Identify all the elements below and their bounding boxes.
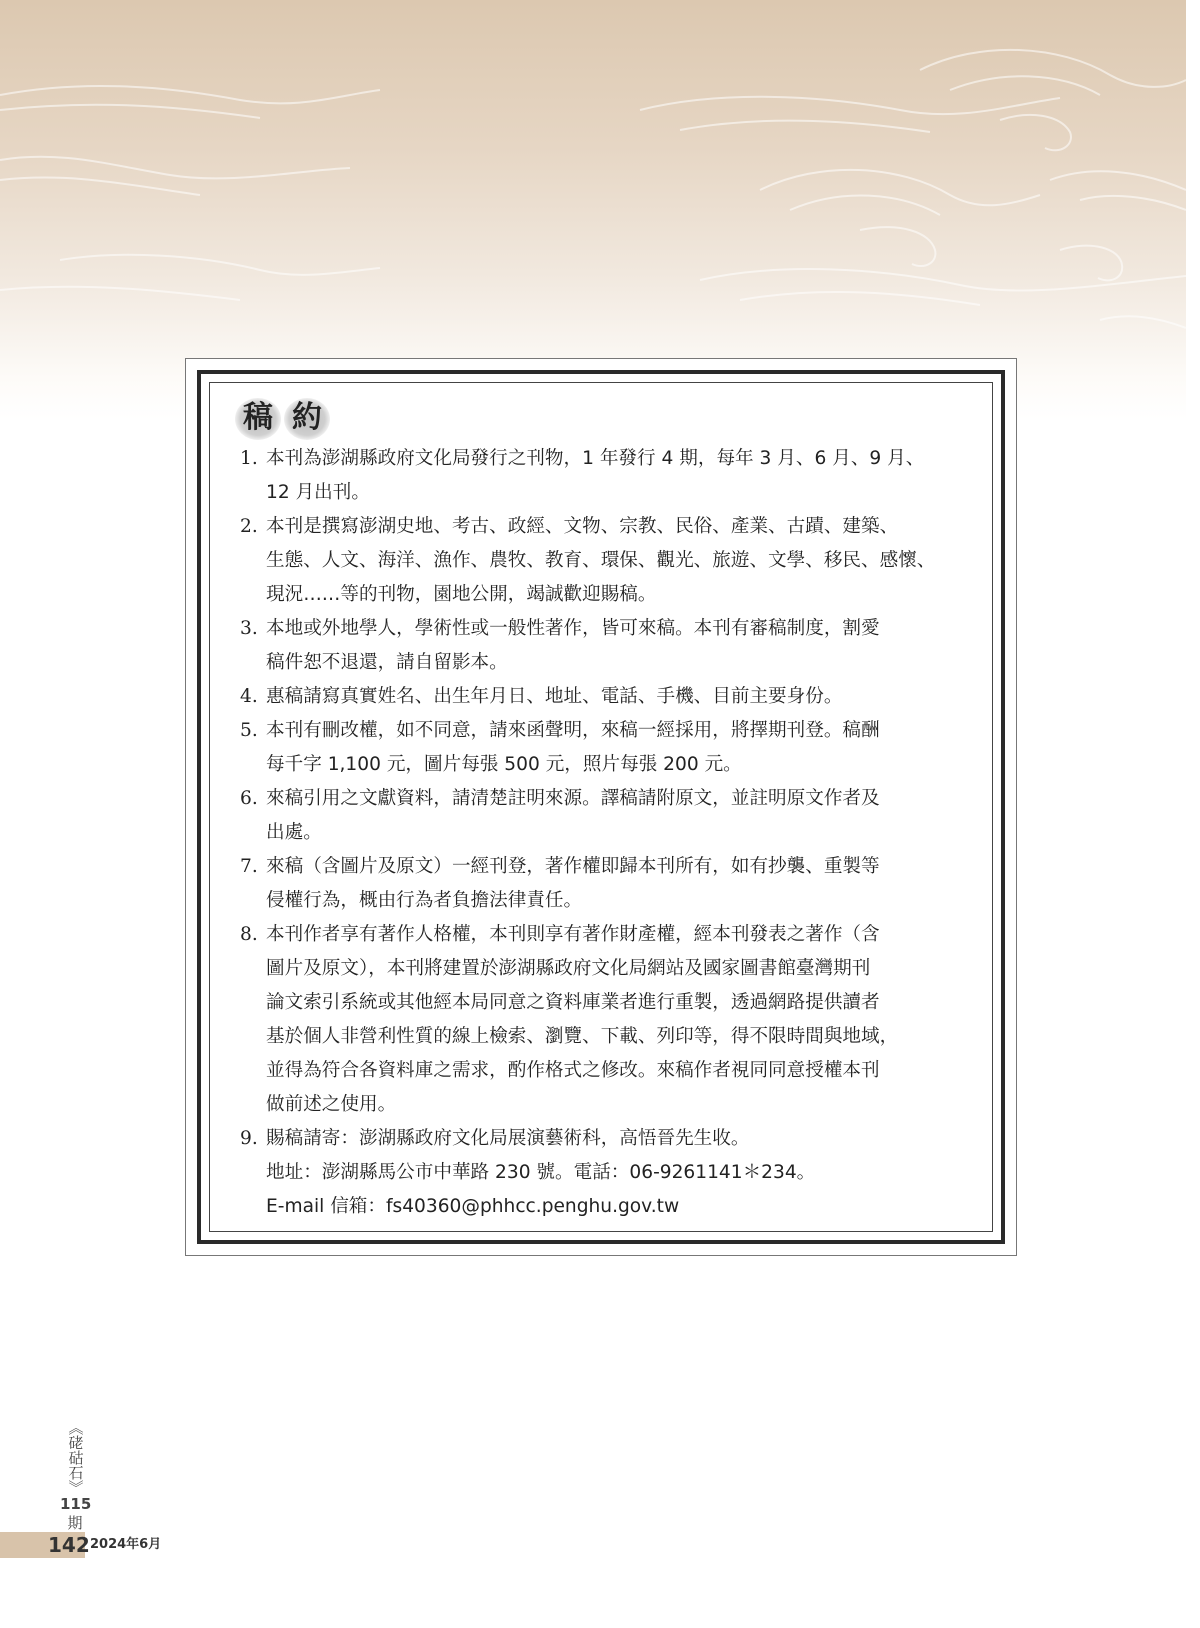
item-line: 侵權行為，概由行為者負擔法律責任。 xyxy=(266,890,583,911)
list-item xyxy=(240,510,975,612)
item-text xyxy=(266,442,975,510)
issue-unit: 期 xyxy=(67,1514,83,1532)
decorative-cloud-header xyxy=(0,0,1186,420)
item-line: 來稿引用之文獻資料，請清楚註明來源。譯稿請附原文，並註明原文作者及 xyxy=(266,788,880,809)
notice-body xyxy=(240,442,975,1224)
item-number: 1. xyxy=(240,448,258,469)
item-line: 稿件恕不退還，請自留影本。 xyxy=(266,652,508,673)
issue-number: 115 xyxy=(60,1495,92,1513)
page-right-margin xyxy=(1186,0,1200,1628)
list-item xyxy=(240,1122,975,1224)
item-line: 每千字 1,100 元，圖片每張 500 元，照片每張 200 元。 xyxy=(266,754,742,775)
item-number: 9. xyxy=(240,1128,258,1149)
cloud-swirl-pattern xyxy=(0,0,1186,420)
item-line: 來稿（含圖片及原文）一經刊登，著作權即歸本刊所有，如有抄襲、重製等 xyxy=(266,856,880,877)
item-line: 本刊是撰寫澎湖史地、考古、政經、文物、宗教、民俗、產業、古蹟、建築、 xyxy=(266,516,899,537)
item-line: 本刊為澎湖縣政府文化局發行之刊物，1 年發行 4 期，每年 3 月、6 月、9 月、 xyxy=(266,448,925,469)
list-item xyxy=(240,918,975,1122)
list-item xyxy=(240,782,975,850)
list-item xyxy=(240,442,975,510)
page-number: 142 xyxy=(48,1533,90,1557)
item-line: 本刊作者享有著作人格權，本刊則享有著作財產權，經本刊發表之著作（含 xyxy=(266,924,880,945)
item-line: 賜稿請寄：澎湖縣政府文化局展演藝術科，高悟晉先生收。 xyxy=(266,1128,750,1149)
publication-date: 2024年6月 xyxy=(90,1537,162,1552)
item-line: 圖片及原文），本刊將建置於澎湖縣政府文化局網站及國家圖書館臺灣期刊 xyxy=(266,958,871,979)
item-number: 6. xyxy=(240,788,258,809)
title-char: 約 xyxy=(284,398,330,440)
item-text xyxy=(266,782,975,850)
item-number: 7. xyxy=(240,856,258,877)
item-text xyxy=(266,680,975,714)
title-char: 稿 xyxy=(235,398,281,440)
item-text xyxy=(266,918,975,1122)
item-number: 4. xyxy=(240,686,258,707)
item-line: 生態、人文、海洋、漁作、農牧、教育、環保、觀光、旅遊、文學、移民、感懷、 xyxy=(266,550,936,571)
list-item xyxy=(240,680,975,714)
magazine-title: 《硓𥑮石》 xyxy=(66,1420,85,1495)
notice-title xyxy=(235,398,330,440)
item-line: 出處。 xyxy=(266,822,322,843)
item-line: 現況……等的刊物，園地公開，竭誠歡迎賜稿。 xyxy=(266,584,657,605)
item-number: 2. xyxy=(240,516,258,537)
magazine-sidebar xyxy=(60,1420,90,1533)
item-text xyxy=(266,1122,975,1224)
item-number: 3. xyxy=(240,618,258,639)
item-number: 5. xyxy=(240,720,258,741)
item-line: 12 月出刊。 xyxy=(266,482,370,503)
item-line: 惠稿請寫真實姓名、出生年月日、地址、電話、手機、目前主要身份。 xyxy=(266,686,843,707)
item-line: 並得為符合各資料庫之需求，酌作格式之修改。來稿作者視同同意授權本刊 xyxy=(266,1060,880,1081)
item-line: 論文索引系統或其他經本局同意之資料庫業者進行重製，透過網路提供讀者 xyxy=(266,992,880,1013)
item-line: E-mail 信箱：fs40360@phhcc.penghu.gov.tw xyxy=(266,1196,680,1217)
item-text xyxy=(266,850,975,918)
list-item xyxy=(240,612,975,680)
list-item xyxy=(240,714,975,782)
item-line: 做前述之使用。 xyxy=(266,1094,397,1115)
item-text xyxy=(266,714,975,782)
item-text xyxy=(266,612,975,680)
item-number: 8. xyxy=(240,924,258,945)
item-line: 本地或外地學人，學術性或一般性著作，皆可來稿。本刊有審稿制度，割愛 xyxy=(266,618,880,639)
list-item xyxy=(240,850,975,918)
item-text xyxy=(266,510,975,612)
item-line: 基於個人非營利性質的線上檢索、瀏覽、下載、列印等，得不限時間與地域， xyxy=(266,1026,899,1047)
item-line: 本刊有刪改權，如不同意，請來函聲明，來稿一經採用，將擇期刊登。稿酬 xyxy=(266,720,880,741)
item-line: 地址：澎湖縣馬公市中華路 230 號。電話：06-9261141＊234。 xyxy=(266,1162,816,1183)
